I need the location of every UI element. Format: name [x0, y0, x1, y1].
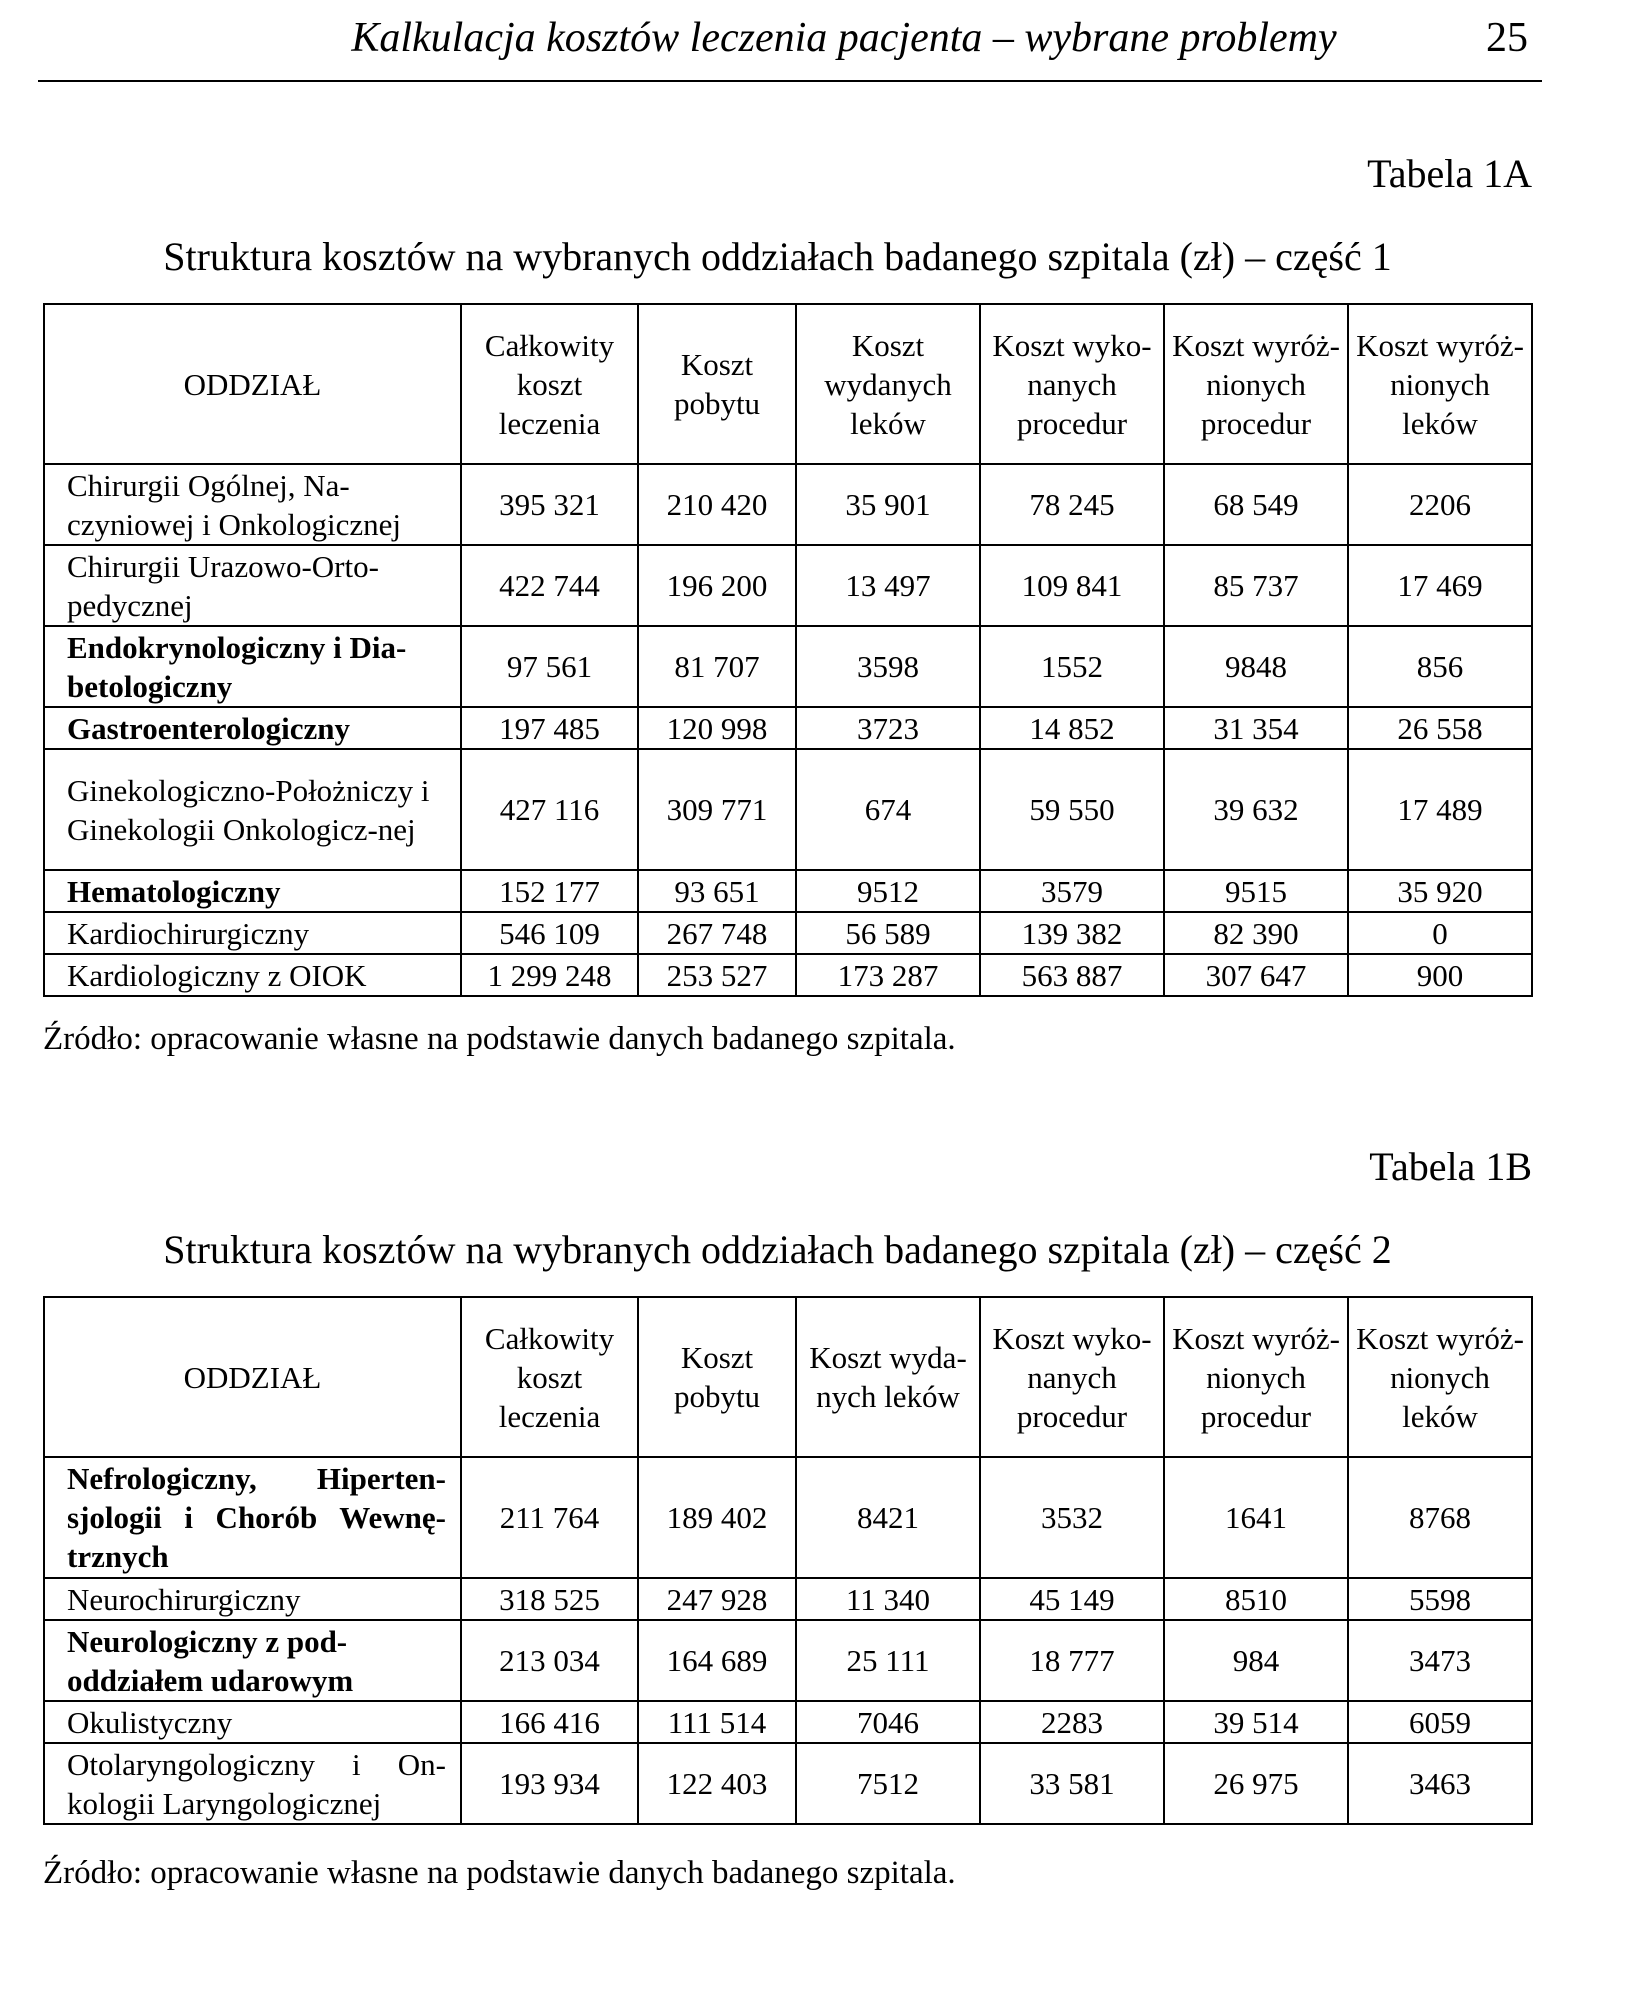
- table-row: [44, 464, 1532, 545]
- value-cell: 211 764: [461, 1457, 638, 1578]
- value-cell: 139 382: [980, 912, 1164, 954]
- value-cell: 395 321: [461, 464, 638, 545]
- value-cell: 1641: [1164, 1457, 1348, 1578]
- value-cell: 39 632: [1164, 749, 1348, 870]
- column-header: Koszt wydanych leków: [796, 304, 980, 464]
- value-cell: 7046: [796, 1701, 980, 1743]
- value-cell: 0: [1348, 912, 1532, 954]
- value-cell: 45 149: [980, 1578, 1164, 1620]
- value-cell: 33 581: [980, 1743, 1164, 1824]
- table-b-source: Źródło: opracowanie własne na podstawie danych badanego szpitala.: [43, 1855, 956, 1891]
- value-cell: 39 514: [1164, 1701, 1348, 1743]
- value-cell: 674: [796, 749, 980, 870]
- department-name-cell: Kardiologiczny z OIOK: [44, 954, 461, 996]
- department-name-cell: Chirurgii Urazowo-Orto-pedycznej: [44, 545, 461, 626]
- value-cell: 318 525: [461, 1578, 638, 1620]
- value-cell: 166 416: [461, 1701, 638, 1743]
- value-cell: 81 707: [638, 626, 796, 707]
- value-cell: 26 975: [1164, 1743, 1348, 1824]
- table-row: [44, 1620, 1532, 1701]
- value-cell: 193 934: [461, 1743, 638, 1824]
- value-cell: 9848: [1164, 626, 1348, 707]
- value-cell: 17 469: [1348, 545, 1532, 626]
- table-row: [44, 749, 1532, 870]
- value-cell: 2206: [1348, 464, 1532, 545]
- running-header: [38, 8, 1542, 82]
- department-name-cell: Nefrologiczny, Hiperten-sjologii i Chorób Wewnę-trznych: [44, 1457, 461, 1578]
- value-cell: 196 200: [638, 545, 796, 626]
- table-row: [44, 1701, 1532, 1743]
- cost-table-part-1: [43, 303, 1533, 997]
- value-cell: 8768: [1348, 1457, 1532, 1578]
- value-cell: 152 177: [461, 870, 638, 912]
- value-cell: 122 403: [638, 1743, 796, 1824]
- value-cell: 247 928: [638, 1578, 796, 1620]
- table-row: [44, 912, 1532, 954]
- department-name-cell: Hematologiczny: [44, 870, 461, 912]
- table-b-title: Struktura kosztów na wybranych oddziałach badanego szpitala (zł) – część 2: [163, 1227, 1392, 1272]
- value-cell: 213 034: [461, 1620, 638, 1701]
- column-header: ODDZIAŁ: [44, 1297, 461, 1457]
- value-cell: 1552: [980, 626, 1164, 707]
- column-header: ODDZIAŁ: [44, 304, 461, 464]
- column-header: Koszt wyróż-nionych procedur: [1164, 304, 1348, 464]
- value-cell: 9512: [796, 870, 980, 912]
- value-cell: 25 111: [796, 1620, 980, 1701]
- header-row: [44, 1297, 1532, 1457]
- value-cell: 197 485: [461, 707, 638, 749]
- department-name-cell: Kardiochirurgiczny: [44, 912, 461, 954]
- cost-table-part-2: [43, 1296, 1533, 1825]
- table-a-label: Tabela 1A: [1367, 151, 1532, 196]
- column-header: Koszt wyróż-nionych procedur: [1164, 1297, 1348, 1457]
- value-cell: 2283: [980, 1701, 1164, 1743]
- table-row: [44, 1457, 1532, 1578]
- value-cell: 13 497: [796, 545, 980, 626]
- value-cell: 164 689: [638, 1620, 796, 1701]
- value-cell: 856: [1348, 626, 1532, 707]
- table-row: [44, 707, 1532, 749]
- column-header: Koszt wyko-nanych procedur: [980, 304, 1164, 464]
- table-a-title: Struktura kosztów na wybranych oddziałach badanego szpitala (zł) – część 1: [163, 234, 1392, 279]
- table-row: [44, 954, 1532, 996]
- value-cell: 422 744: [461, 545, 638, 626]
- department-name-cell: Otolaryngologiczny i On-kologii Laryngologicznej: [44, 1743, 461, 1824]
- value-cell: 8421: [796, 1457, 980, 1578]
- column-header: Całkowity koszt leczenia: [461, 304, 638, 464]
- value-cell: 173 287: [796, 954, 980, 996]
- table-row: [44, 870, 1532, 912]
- table-row: [44, 626, 1532, 707]
- column-header: Koszt wyróż-nionych leków: [1348, 1297, 1532, 1457]
- column-header: Koszt wyko-nanych procedur: [980, 1297, 1164, 1457]
- table-a-source: Źródło: opracowanie własne na podstawie danych badanego szpitala.: [43, 1021, 956, 1057]
- table-b-label: Tabela 1B: [1369, 1144, 1532, 1189]
- value-cell: 189 402: [638, 1457, 796, 1578]
- column-header: Koszt wyróż-nionych leków: [1348, 304, 1532, 464]
- value-cell: 3473: [1348, 1620, 1532, 1701]
- department-name-cell: Gastroenterologiczny: [44, 707, 461, 749]
- value-cell: 93 651: [638, 870, 796, 912]
- value-cell: 11 340: [796, 1578, 980, 1620]
- value-cell: 35 901: [796, 464, 980, 545]
- value-cell: 85 737: [1164, 545, 1348, 626]
- value-cell: 5598: [1348, 1578, 1532, 1620]
- column-header: Koszt pobytu: [638, 1297, 796, 1457]
- value-cell: 120 998: [638, 707, 796, 749]
- value-cell: 6059: [1348, 1701, 1532, 1743]
- column-header: Koszt wyda-nych leków: [796, 1297, 980, 1457]
- table-row: [44, 545, 1532, 626]
- value-cell: 427 116: [461, 749, 638, 870]
- value-cell: 3463: [1348, 1743, 1532, 1824]
- value-cell: 3598: [796, 626, 980, 707]
- value-cell: 14 852: [980, 707, 1164, 749]
- column-header: Koszt pobytu: [638, 304, 796, 464]
- column-header: Całkowity koszt leczenia: [461, 1297, 638, 1457]
- value-cell: 3532: [980, 1457, 1164, 1578]
- page-number: 25: [1486, 15, 1528, 61]
- value-cell: 26 558: [1348, 707, 1532, 749]
- value-cell: 56 589: [796, 912, 980, 954]
- value-cell: 8510: [1164, 1578, 1348, 1620]
- value-cell: 82 390: [1164, 912, 1348, 954]
- department-name-cell: Neurochirurgiczny: [44, 1578, 461, 1620]
- department-name-cell: Endokrynologiczny i Dia-betologiczny: [44, 626, 461, 707]
- value-cell: 984: [1164, 1620, 1348, 1701]
- value-cell: 210 420: [638, 464, 796, 545]
- value-cell: 3723: [796, 707, 980, 749]
- value-cell: 111 514: [638, 1701, 796, 1743]
- department-name-cell: Chirurgii Ogólnej, Na-czyniowej i Onkologicznej: [44, 464, 461, 545]
- value-cell: 307 647: [1164, 954, 1348, 996]
- value-cell: 900: [1348, 954, 1532, 996]
- value-cell: 97 561: [461, 626, 638, 707]
- value-cell: 3579: [980, 870, 1164, 912]
- value-cell: 78 245: [980, 464, 1164, 545]
- table-row: [44, 1578, 1532, 1620]
- running-title: Kalkulacja kosztów leczenia pacjenta – wybrane problemy: [351, 15, 1337, 61]
- value-cell: 1 299 248: [461, 954, 638, 996]
- value-cell: 68 549: [1164, 464, 1348, 545]
- value-cell: 9515: [1164, 870, 1348, 912]
- value-cell: 309 771: [638, 749, 796, 870]
- value-cell: 59 550: [980, 749, 1164, 870]
- value-cell: 563 887: [980, 954, 1164, 996]
- value-cell: 253 527: [638, 954, 796, 996]
- value-cell: 17 489: [1348, 749, 1532, 870]
- department-name-cell: Okulistyczny: [44, 1701, 461, 1743]
- value-cell: 546 109: [461, 912, 638, 954]
- value-cell: 109 841: [980, 545, 1164, 626]
- table-row: [44, 1743, 1532, 1824]
- department-name-cell: Neurologiczny z pod-oddziałem udarowym: [44, 1620, 461, 1701]
- value-cell: 18 777: [980, 1620, 1164, 1701]
- department-name-cell: Ginekologiczno-Położniczy i Ginekologii Onkologicz-nej: [44, 749, 461, 870]
- value-cell: 31 354: [1164, 707, 1348, 749]
- value-cell: 35 920: [1348, 870, 1532, 912]
- value-cell: 7512: [796, 1743, 980, 1824]
- value-cell: 267 748: [638, 912, 796, 954]
- header-row: [44, 304, 1532, 464]
